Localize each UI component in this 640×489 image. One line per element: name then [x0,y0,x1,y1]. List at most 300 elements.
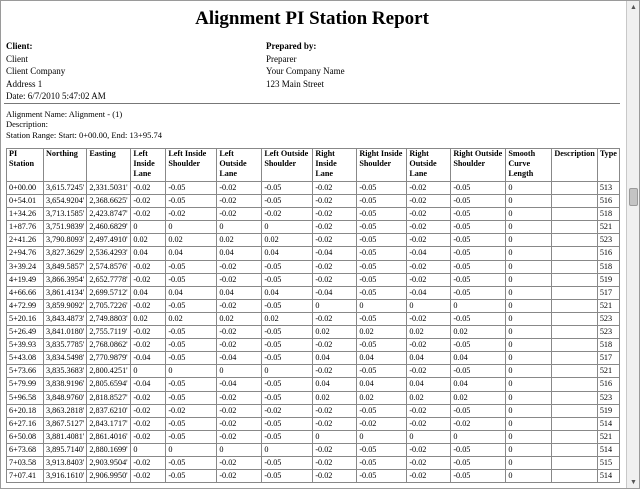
table-cell: 0 [131,221,166,234]
table-cell: -0.02 [217,326,262,339]
table-cell: -0.05 [262,391,313,404]
table-cell: -0.05 [357,273,407,286]
table-cell [552,391,597,404]
table-cell: -0.02 [407,195,451,208]
table-cell: 0.02 [166,234,217,247]
table-cell: 0.02 [217,234,262,247]
table-cell: 0 [506,182,552,195]
column-header: Smooth Curve Length [506,149,552,182]
table-cell: -0.05 [451,404,506,417]
table-cell: 0.02 [313,326,357,339]
table-cell: -0.02 [313,339,357,352]
table-cell: 3,848.9760' [44,391,87,404]
report-date: Date: 6/7/2010 5:47:02 AM [6,91,106,102]
table-cell: 0 [262,443,313,456]
table-cell: -0.02 [313,208,357,221]
table-cell: 0 [451,430,506,443]
column-header: Right Inside Lane [313,149,357,182]
table-cell: -0.05 [166,470,217,483]
table-cell: 521 [597,299,619,312]
table-cell: -0.04 [313,286,357,299]
report-page [2,0,622,481]
table-cell: -0.05 [451,365,506,378]
table-cell: -0.02 [407,260,451,273]
table-cell [552,443,597,456]
table-cell: 2,497.4910' [87,234,131,247]
table-cell: -0.02 [407,234,451,247]
table-cell: -0.02 [407,365,451,378]
table-cell: -0.02 [131,299,166,312]
table-cell: 3,895.7140' [44,443,87,456]
table-cell: -0.02 [131,430,166,443]
table-cell: 4+66.66 [7,286,44,299]
table-cell: -0.05 [166,378,217,391]
column-header: Left Outside Lane [217,149,262,182]
table-cell: -0.05 [262,456,313,469]
table-cell: 0.04 [407,378,451,391]
table-cell: 519 [597,273,619,286]
table-cell: -0.05 [262,470,313,483]
table-cell [552,417,597,430]
table-cell: -0.02 [131,208,166,221]
table-cell: -0.05 [451,339,506,352]
table-cell: 1+87.76 [7,221,44,234]
table-cell: 0.04 [131,247,166,260]
table-cell [552,470,597,483]
table-cell: 0.04 [313,378,357,391]
table-cell: -0.02 [131,195,166,208]
table-cell: 0 [506,378,552,391]
table-cell: -0.04 [407,286,451,299]
table-cell: 2,368.6625' [87,195,131,208]
table-cell: -0.05 [262,182,313,195]
table-cell: -0.02 [313,456,357,469]
table-row [7,365,620,378]
table-cell: 0.02 [131,234,166,247]
table-cell: 0 [506,339,552,352]
table-cell: 0 [131,443,166,456]
table-cell: 5+96.58 [7,391,44,404]
table-cell: 3,790.8093' [44,234,87,247]
table-cell: -0.02 [407,404,451,417]
table-cell: -0.05 [357,339,407,352]
table-cell: 3,615.7245' [44,182,87,195]
table-cell: -0.02 [313,470,357,483]
table-cell: -0.05 [262,299,313,312]
table-cell: -0.02 [131,470,166,483]
vertical-scrollbar[interactable] [626,0,640,489]
table-cell: 0 [506,221,552,234]
table-cell: 3,863.2818' [44,404,87,417]
table-cell: 6+20.18 [7,404,44,417]
table-cell: -0.02 [407,456,451,469]
table-cell: 0+00.00 [7,182,44,195]
table-cell: -0.02 [407,208,451,221]
table-cell: -0.05 [451,234,506,247]
table-row [7,470,620,483]
table-row [7,326,620,339]
table-cell: 0.04 [451,352,506,365]
table-cell: -0.05 [166,195,217,208]
table-cell: 516 [597,378,619,391]
table-cell: -0.02 [407,273,451,286]
table-cell: 0 [506,273,552,286]
table-cell: -0.04 [313,247,357,260]
table-cell: -0.02 [313,195,357,208]
preparer-company: Your Company Name [266,66,345,77]
table-cell: 2,800.4251' [87,365,131,378]
table-cell [552,208,597,221]
table-cell: -0.02 [407,182,451,195]
table-cell: 0 [217,443,262,456]
table-cell: 3,916.1610' [44,470,87,483]
table-cell: -0.02 [131,391,166,404]
table-cell: 5+26.49 [7,326,44,339]
table-cell: 518 [597,260,619,273]
table-row [7,182,620,195]
table-cell: 518 [597,339,619,352]
table-cell: 516 [597,247,619,260]
table-cell: 521 [597,365,619,378]
column-header: Type [597,149,619,182]
table-cell: 3,838.9196' [44,378,87,391]
table-cell: -0.05 [357,208,407,221]
table-cell: -0.05 [451,470,506,483]
table-cell: -0.05 [262,430,313,443]
table-cell: 0.04 [166,286,217,299]
table-cell: 3,834.5498' [44,352,87,365]
column-header: Left Outside Shoulder [262,149,313,182]
table-cell: -0.02 [313,234,357,247]
table-cell: -0.02 [217,456,262,469]
table-cell: -0.05 [451,260,506,273]
table-cell: -0.02 [313,221,357,234]
table-cell: 517 [597,286,619,299]
table-cell: -0.05 [451,221,506,234]
table-cell: 523 [597,312,619,325]
table-cell: 3,867.5127' [44,417,87,430]
table-cell: 3,835.3683' [44,365,87,378]
table-cell: 5+79.99 [7,378,44,391]
table-cell: 3,827.3629' [44,247,87,260]
table-cell: 513 [597,182,619,195]
table-cell: -0.05 [166,430,217,443]
table-cell: -0.02 [313,260,357,273]
table-cell: 0 [262,365,313,378]
table-cell: -0.04 [131,352,166,365]
table-cell: 0 [506,312,552,325]
table-cell: -0.02 [217,182,262,195]
table-cell: -0.04 [131,378,166,391]
table-cell: -0.05 [357,312,407,325]
table-cell: 2,843.1717' [87,417,131,430]
table-row [7,339,620,352]
table-cell: -0.05 [451,273,506,286]
table-cell: -0.02 [217,391,262,404]
prepared-block [266,40,345,90]
prepared-heading: Prepared by: [266,41,317,51]
table-cell: 0.04 [131,286,166,299]
table-cell: 2,837.6210' [87,404,131,417]
table-cell: -0.04 [217,352,262,365]
table-cell: -0.02 [313,365,357,378]
table-cell [552,273,597,286]
table-cell: 3,654.9204' [44,195,87,208]
table-cell: -0.05 [451,312,506,325]
table-cell: -0.05 [451,247,506,260]
client-address: Address 1 [6,78,43,89]
table-cell: -0.02 [357,417,407,430]
table-cell: 0 [506,352,552,365]
table-cell: -0.02 [217,273,262,286]
table-cell [552,378,597,391]
table-cell: 2+94.76 [7,247,44,260]
table-cell: -0.02 [217,339,262,352]
table-cell [552,352,597,365]
table-cell: -0.02 [217,417,262,430]
table-cell: 2,536.4293' [87,247,131,260]
table-cell: 0 [506,417,552,430]
column-header: PI Station [7,149,44,182]
table-cell: 0 [506,326,552,339]
table-cell: 0.04 [217,247,262,260]
table-cell: 2,818.8527' [87,391,131,404]
table-cell: 2,770.9879' [87,352,131,365]
table-row [7,456,620,469]
table-cell: 0.04 [451,378,506,391]
table-cell: 6+27.16 [7,417,44,430]
table-cell: 521 [597,221,619,234]
table-cell: -0.02 [166,208,217,221]
table-cell: -0.05 [262,417,313,430]
table-cell: 519 [597,404,619,417]
column-header: Description [552,149,597,182]
table-cell: 0.04 [357,378,407,391]
table-cell: 0 [506,299,552,312]
table-cell: -0.05 [262,326,313,339]
table-cell: 0 [407,430,451,443]
table-cell: 4+19.49 [7,273,44,286]
table-cell: 0.02 [357,326,407,339]
table-cell: 2,652.7778' [87,273,131,286]
table-cell: 0.02 [262,312,313,325]
table-cell: 2,861.4016' [87,430,131,443]
table-cell: 515 [597,456,619,469]
table-cell: 0.04 [407,352,451,365]
table-header-row [7,149,620,182]
table-cell: 0 [506,195,552,208]
table-cell: -0.05 [262,195,313,208]
table-cell: 3,881.4081' [44,430,87,443]
table-row [7,221,620,234]
table-cell: 0 [506,234,552,247]
report-header [2,40,622,104]
table-cell: 5+39.93 [7,339,44,352]
table-cell: 0 [166,443,217,456]
table-cell [552,456,597,469]
table-cell: -0.05 [166,391,217,404]
table-cell: 3,843.4873' [44,312,87,325]
table-cell [552,195,597,208]
table-row [7,378,620,391]
table-cell: -0.05 [262,339,313,352]
table-cell: -0.02 [217,195,262,208]
table-cell [552,339,597,352]
table-cell: 3,751.9839' [44,221,87,234]
table-cell: -0.05 [166,326,217,339]
table-cell: -0.05 [262,378,313,391]
table-cell: -0.02 [217,260,262,273]
table-cell: -0.05 [166,273,217,286]
column-header: Northing [44,149,87,182]
table-row [7,273,620,286]
table-cell: -0.04 [407,247,451,260]
table-cell: -0.02 [451,417,506,430]
table-cell: 0.02 [407,326,451,339]
table-cell: 2,755.7119' [87,326,131,339]
table-cell: 3,913.8403' [44,456,87,469]
table-row [7,312,620,325]
table-cell [552,326,597,339]
table-cell: -0.02 [131,182,166,195]
table-body [7,182,620,483]
table-cell: 516 [597,195,619,208]
table-cell: 0 [506,260,552,273]
table-cell: -0.02 [217,430,262,443]
table-row [7,352,620,365]
table-cell: 5+20.16 [7,312,44,325]
table-cell: -0.02 [166,404,217,417]
table-cell: 0 [506,443,552,456]
table-cell: -0.05 [166,182,217,195]
table-cell: 0.02 [451,391,506,404]
table-cell: 0 [506,286,552,299]
table-cell: 0.02 [166,312,217,325]
table-cell: -0.02 [131,339,166,352]
table-cell: -0.02 [262,404,313,417]
table-cell: 0.02 [313,391,357,404]
table-cell: 0 [166,221,217,234]
table-row [7,234,620,247]
column-header: Left Inside Shoulder [166,149,217,182]
scroll-up-icon[interactable]: ▲ [630,3,637,11]
table-cell: 2,906.9950' [87,470,131,483]
table-cell: 3+39.24 [7,260,44,273]
table-cell: 0 [506,247,552,260]
table-cell: 0+54.01 [7,195,44,208]
table-cell: -0.05 [451,208,506,221]
table-cell: -0.05 [357,404,407,417]
table-cell: -0.05 [166,260,217,273]
table-cell: -0.02 [313,417,357,430]
column-header: Right Outside Lane [407,149,451,182]
column-header: Left Inside Lane [131,149,166,182]
table-cell: -0.05 [357,456,407,469]
table-cell: 0 [506,456,552,469]
table-cell [552,312,597,325]
table-cell: -0.05 [357,234,407,247]
table-cell: 514 [597,470,619,483]
table-cell: 3,861.4134' [44,286,87,299]
table-cell: 2,903.9504' [87,456,131,469]
table-cell [552,234,597,247]
table-cell: -0.02 [131,260,166,273]
table-cell: 2,705.7226' [87,299,131,312]
column-header: Right Inside Shoulder [357,149,407,182]
table-cell: -0.05 [262,260,313,273]
table-cell: 517 [597,352,619,365]
table-cell [552,221,597,234]
table-cell: -0.02 [131,273,166,286]
table-cell: -0.05 [357,286,407,299]
table-row [7,195,620,208]
table-cell: -0.02 [313,312,357,325]
table-cell: -0.02 [217,470,262,483]
header-divider [4,103,620,104]
table-cell: -0.02 [217,404,262,417]
table-cell: 523 [597,326,619,339]
table-cell: -0.05 [166,299,217,312]
table-row [7,299,620,312]
table-cell: -0.02 [407,443,451,456]
table-cell: 0 [451,299,506,312]
table-cell: 3,713.1585' [44,208,87,221]
table-cell: 0.02 [262,234,313,247]
table-cell: 0.02 [451,326,506,339]
scroll-thumb[interactable] [629,188,638,206]
table-cell: -0.05 [262,273,313,286]
table-cell: -0.05 [357,221,407,234]
table-row [7,417,620,430]
table-cell: 0 [131,365,166,378]
table-cell: -0.05 [166,417,217,430]
table-cell: -0.02 [407,417,451,430]
table-cell: -0.05 [451,195,506,208]
table-cell: 3,835.7785' [44,339,87,352]
table-cell: 0.02 [217,312,262,325]
client-heading: Client: [6,41,33,51]
table-cell [552,260,597,273]
table-cell: 0 [506,391,552,404]
alignment-name: Alignment Name: Alignment - (1) [6,109,123,119]
table-cell: 6+50.08 [7,430,44,443]
table-cell: 6+73.68 [7,443,44,456]
alignment-description: Description: [6,119,49,130]
table-cell: -0.02 [407,221,451,234]
client-company: Client Company [6,66,66,77]
table-cell: -0.02 [131,456,166,469]
table-cell: 2+41.26 [7,234,44,247]
table-cell: 4+72.99 [7,299,44,312]
table-cell: 3,849.5857' [44,260,87,273]
table-cell: -0.02 [407,339,451,352]
table-cell: -0.05 [166,456,217,469]
table-cell: 514 [597,443,619,456]
table-cell: -0.02 [313,443,357,456]
table-cell: 2,574.8576' [87,260,131,273]
table-cell [552,182,597,195]
table-cell: 0.02 [357,391,407,404]
table-cell: -0.05 [357,247,407,260]
table-cell: -0.05 [166,339,217,352]
table-cell: -0.04 [217,378,262,391]
scroll-down-icon[interactable]: ▼ [630,478,637,486]
table-cell: 0 [217,365,262,378]
table-cell: -0.05 [357,182,407,195]
table-cell: 3,859.9092' [44,299,87,312]
table-cell: 5+73.66 [7,365,44,378]
table-cell: 7+03.58 [7,456,44,469]
